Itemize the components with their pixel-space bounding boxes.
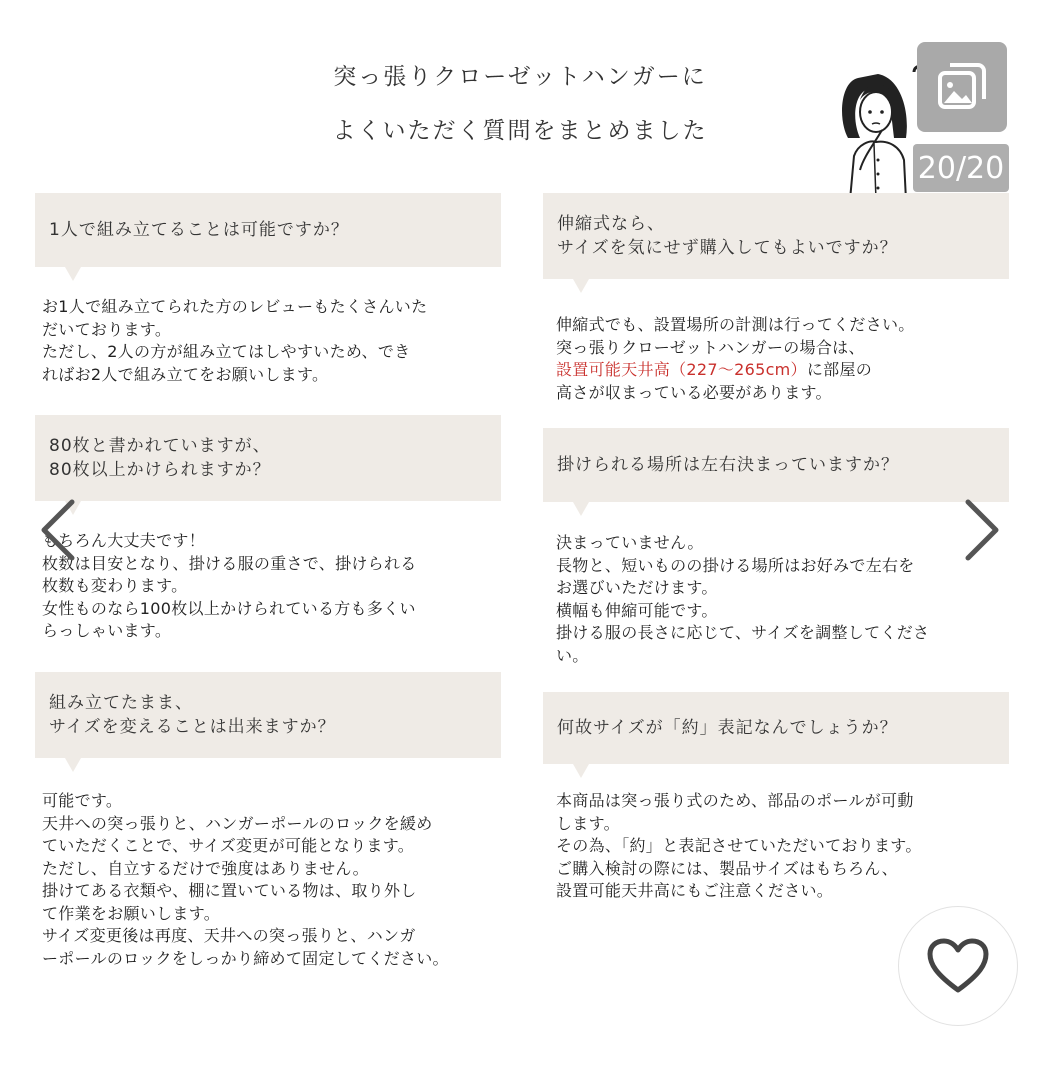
faq-answer-2: もちろん大丈夫です！ 枚数は目安となり、掛ける服の重さで、掛けられる 枚数も変わります。 女性ものなら100枚以上かけられている方も多くい らっしゃいます。 <box>42 531 417 640</box>
heart-outline-icon <box>926 938 990 994</box>
chevron-right-icon[interactable] <box>962 498 1002 562</box>
image-stack-icon[interactable] <box>917 42 1007 132</box>
faq-question-6: 何故サイズが「約」表記なんでしょうか？ <box>543 692 1009 764</box>
faq-answer-4 <box>556 314 1016 404</box>
favorite-button[interactable] <box>898 906 1018 1026</box>
faq-answer-4-text-end: に部屋の 高さが収まっている必要があります。 <box>556 360 873 402</box>
page-title-line1: 突っ張りクローゼットハンガーに <box>333 64 707 90</box>
ceiling-height-highlight: 設置可能天井高（227〜265cm） <box>556 360 807 379</box>
faq-answer-6: 本商品は突っ張り式のため、部品のポールが可動 します。 その為、「約」と表記させていただいております。 ご購入検討の際には、製品サイズはもちろん、 設置可能天井高にもご注意ください。 <box>556 791 922 900</box>
faq-answer-1: お1人で組み立てられた方のレビューもたくさんいた だいております。 ただし、2人の方が組み立てはしやすいため、でき ればお2人で組み立てをお願いします。 <box>42 297 428 384</box>
faq-question-4: 伸縮式なら、 サイズを気にせず購入してもよいですか？ <box>543 193 1009 279</box>
faq-question-5: 掛けられる場所は左右決まっていますか？ <box>543 428 1009 502</box>
faq-question-1: 1人で組み立てることは可能ですか？ <box>35 193 501 267</box>
faq-answer-5: 決まっていません。 長物と、短いものの掛ける場所はお好みで左右を お選びいただけます。 横幅も伸縮可能です。 掛ける服の長さに応じて、サイズを調整してくださ い。 <box>556 533 930 665</box>
faq-question-3: 組み立てたまま、 サイズを変えることは出来ますか？ <box>35 672 501 758</box>
page-title-line2: よくいただく質問をまとめました <box>332 118 708 144</box>
faq-answer-4-text: 伸縮式でも、設置場所の計測は行ってください。 突っ張りクローゼットハンガーの場合は、 <box>556 315 915 357</box>
faq-answer-3: 可能です。 天井への突っ張りと、ハンガーポールのロックを緩め ていただくことで、サイズ変更が可能となります。 ただし、自立するだけで強度はありません。 掛けてある衣類や、棚に置いている物は、取り外し て作業をお願いします。 サイズ変更後は再度、天井への突っ張りと、ハンガ ーポールのロックをしっかり締めて固定してください。 <box>42 791 449 968</box>
chevron-left-icon[interactable] <box>38 498 78 562</box>
image-counter: 20/20 <box>913 144 1009 192</box>
faq-question-2: 80枚と書かれていますが、 80枚以上かけられますか？ <box>35 415 501 501</box>
